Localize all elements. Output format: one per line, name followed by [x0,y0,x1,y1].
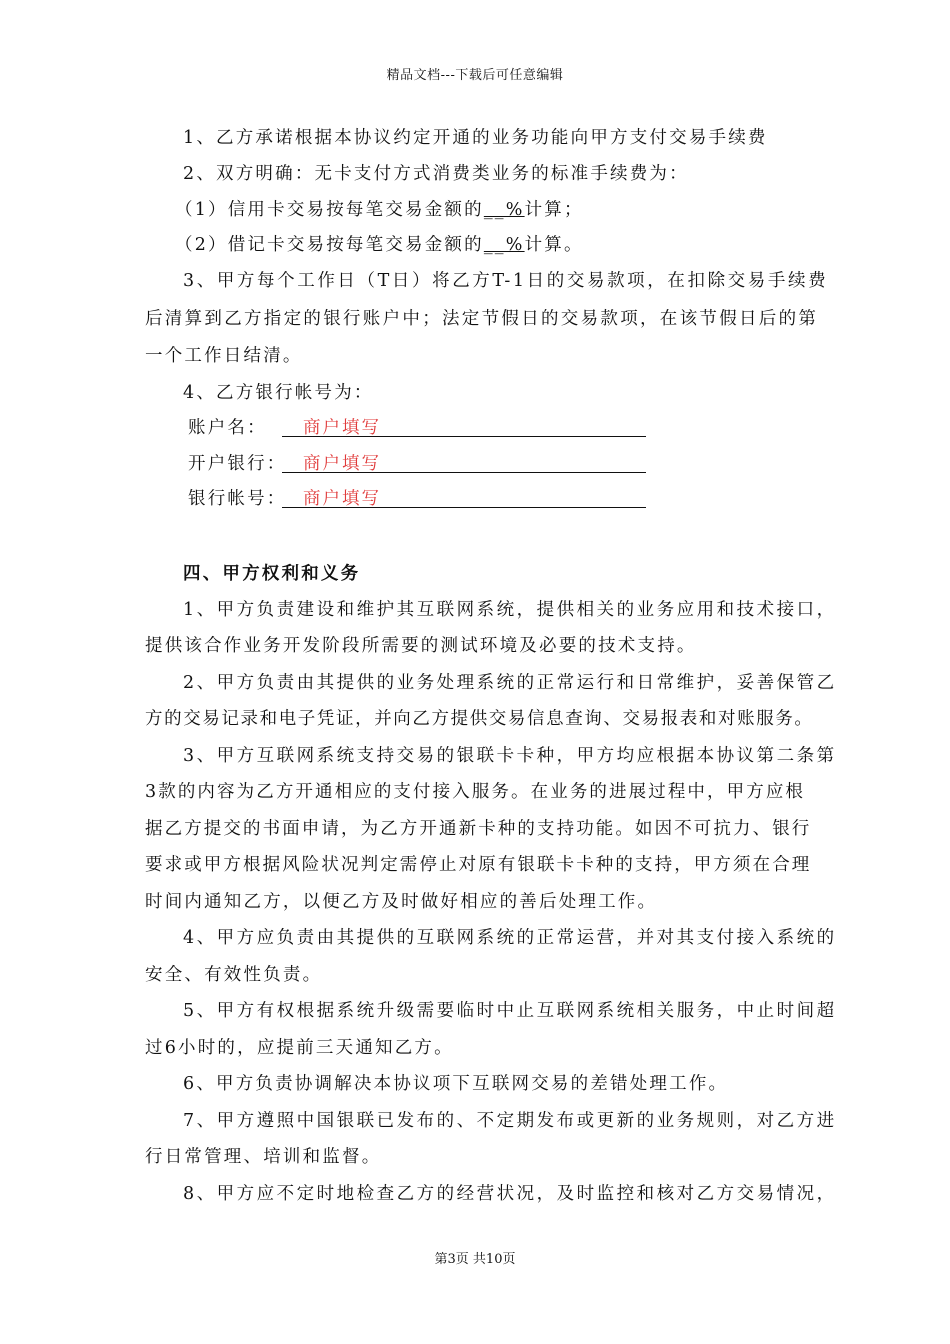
section-4-line-5: 3、甲方互联网系统支持交易的银联卡卡种，甲方均应根据本协议第二条第 [183,746,837,766]
section-4-line-13: 过6小时的，应提前三天通知乙方。 [145,1038,454,1058]
fee-clause-3-line-3: 一个工作日结清。 [145,346,303,366]
credit-card-rate [175,198,584,222]
section-4-line-2: 提供该合作业务开发阶段所需要的测试环境及必要的技术支持。 [145,636,697,656]
debit-rate-prefix: （2）借记卡交易按每笔交易金额的 [175,235,484,255]
credit-rate-blank: __% [483,200,525,220]
bank-name-underline [282,472,646,473]
fee-clause-2: 2、双方明确：无卡支付方式消费类业务的标准手续费为： [183,164,689,184]
fee-clause-4: 4、乙方银行帐号为： [183,383,374,403]
credit-rate-suffix: 计算； [524,200,584,220]
account-number-value[interactable]: 商户填写 [303,489,381,509]
section-4-line-10: 4、甲方应负责由其提供的互联网系统的正常运营，并对其支付接入系统的 [183,928,837,948]
account-name-value[interactable]: 商户填写 [303,418,381,438]
section-4-line-7: 据乙方提交的书面申请，为乙方开通新卡种的支持功能。如因不可抗力、银行 [145,819,812,839]
page-footer: 第3页 共10页 [434,1252,516,1267]
bank-name-label: 开户银行： [188,454,287,474]
section-4-line-14: 6、甲方负责协调解决本协议项下互联网交易的差错处理工作。 [183,1074,729,1094]
fee-clause-1: 1、乙方承诺根据本协议约定开通的业务功能向甲方支付交易手续费 [183,128,768,148]
fee-clause-3-line-1: 3、甲方每个工作日（T日）将乙方T-1日的交易款项，在扣除交易手续费 [183,271,829,291]
account-number-label: 银行帐号： [188,489,287,509]
section-4-line-11: 安全、有效性负责。 [145,965,323,985]
credit-rate-prefix: （1）信用卡交易按每笔交易金额的 [175,200,484,220]
bank-name-value[interactable]: 商户填写 [303,454,381,474]
account-name-underline [282,436,646,437]
account-number-underline [282,507,646,508]
section-4-line-4: 方的交易记录和电子凭证，并向乙方提供交易信息查询、交易报表和对账服务。 [145,709,814,729]
debit-card-rate [175,233,584,257]
section-4-line-6: 3款的内容为乙方开通相应的支付接入服务。在业务的进展过程中，甲方应根 [145,782,806,802]
section-4-line-9: 时间内通知乙方，以便乙方及时做好相应的善后处理工作。 [145,892,658,912]
page-header: 精品文档---下载后可任意编辑 [386,68,564,83]
section-4-title: 四、甲方权利和义务 [183,564,361,584]
section-4-line-17: 8、甲方应不定时地检查乙方的经营状况，及时监控和核对乙方交易情况， [183,1184,837,1204]
fee-clause-3-line-2: 后清算到乙方指定的银行账户中；法定节假日的交易款项，在该节假日后的第 [145,309,819,329]
debit-rate-suffix: 计算。 [524,235,584,255]
debit-rate-blank: __% [483,235,525,255]
section-4-line-16: 行日常管理、培训和监督。 [145,1147,382,1167]
section-4-line-3: 2、甲方负责由其提供的业务处理系统的正常运行和日常维护，妥善保管乙 [183,673,837,693]
section-4-line-1: 1、甲方负责建设和维护其互联网系统，提供相关的业务应用和技术接口， [183,600,837,620]
section-4-line-15: 7、甲方遵照中国银联已发布的、不定期发布或更新的业务规则，对乙方进 [183,1111,837,1131]
section-4-line-8: 要求或甲方根据风险状况判定需停止对原有银联卡卡种的支持，甲方须在合理 [145,855,812,875]
account-name-label: 账户名： [188,418,267,438]
section-4-line-12: 5、甲方有权根据系统升级需要临时中止互联网系统相关服务，中止时间超 [183,1001,837,1021]
